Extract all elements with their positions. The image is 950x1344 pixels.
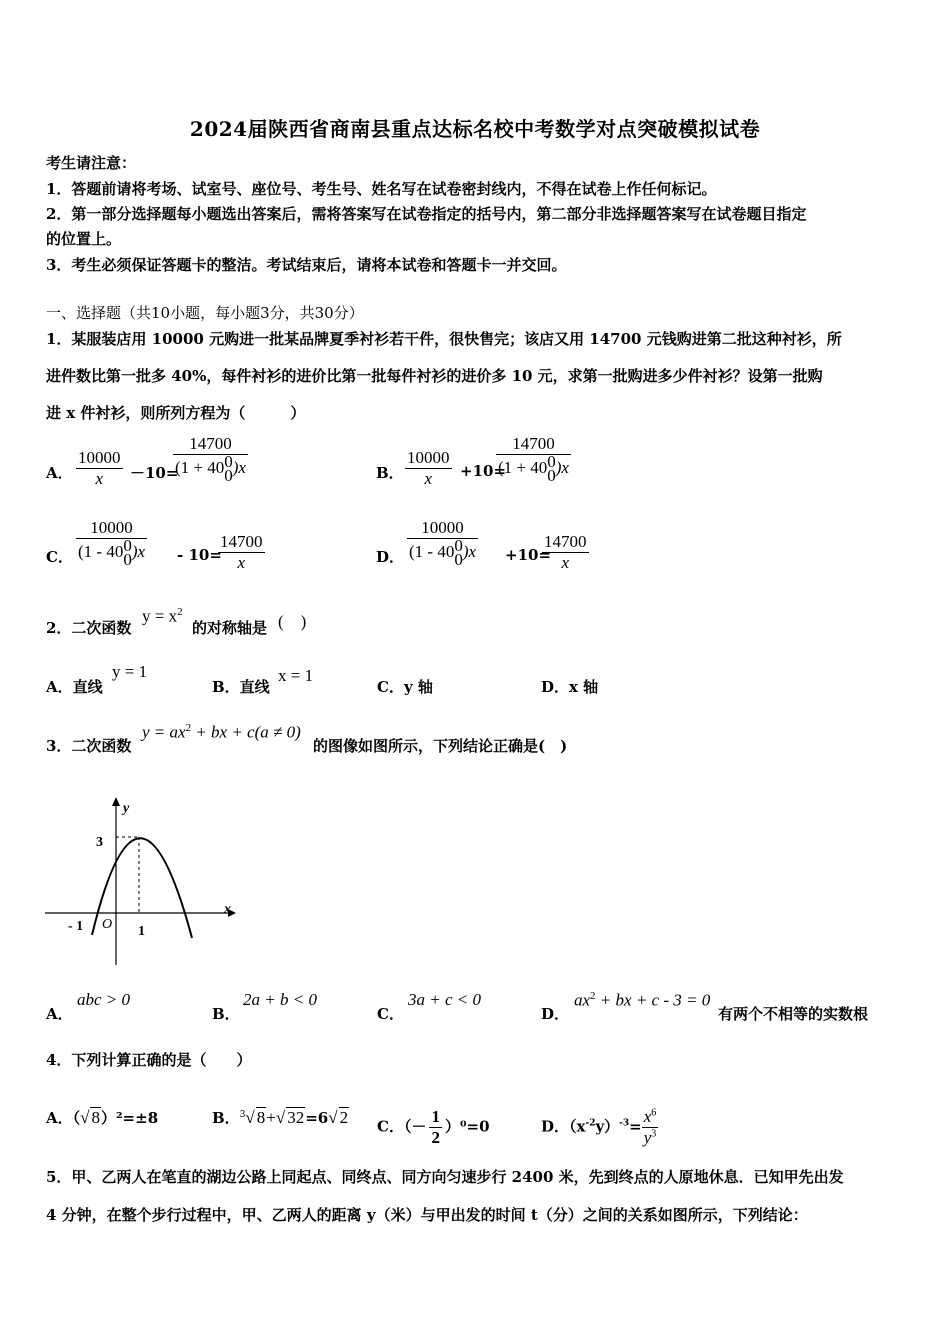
origin-label: O [102,917,113,932]
q2-paren: ( ) [278,612,307,631]
q1-option-b-label: B． [376,464,404,482]
q1-option-b-lhs: $\frac{10000}{x}$ [407,448,450,488]
section-choice-header: 一、选择题（共10小题，每小题3分，共30分） [46,304,364,322]
q3-option-b-expr: 2a + b < 0 [243,990,317,1009]
q1-option-d-label: D． [376,548,405,566]
y-axis-arrow [112,797,120,806]
q3-option-d-suffix: 有两个不相等的实数根 [718,1005,869,1023]
q3-prefix: 3．二次函数 [46,737,132,755]
q2-option-c: C．y 轴 [377,678,433,696]
q1-option-c-op: - 10= [177,546,222,564]
q1-stem-line3: 进 x 件衬衫，则所列方程为（ ） [46,404,306,422]
q3-option-d-label: D． [541,1005,570,1023]
q3-option-c-expr: 3a + c < 0 [408,990,481,1009]
q4-stem: 4．下列计算正确的是（ ） [46,1051,252,1069]
q3-option-c-label: C． [377,1005,404,1023]
page-title: 2024届陕西省商南县重点达标名校中考数学对点突破模拟试卷 [189,117,761,141]
tick-label-3: 3 [96,835,103,850]
tick-label-1: 1 [138,924,145,939]
q1-option-c-rhs: $\frac{14700}{x}$ [220,532,263,572]
q1-option-d-lhs: 10000 (1 - 40 0 0 )x [409,518,477,569]
q2-option-b-expr: x = 1 [278,666,314,685]
q1-stem-line1: 1．某服装店用 10000 元购进一批某品牌夏季衬衫若干件，很快售完；该店又用 14700 元钱购进第二批这种衬衫，所 [46,330,842,348]
q3-option-b-label: B． [212,1005,240,1023]
q2-option-d: D．x 轴 [541,678,599,696]
q1-option-a-op: －10= [130,464,179,482]
notice-item-3: 3．考生必须保证答题卡的整洁。考试结束后，请将本试卷和答题卡一并交回。 [46,256,567,274]
tick-label-neg1: - 1 [68,919,84,934]
q1-option-a-rhs: 14700 (1 + 40 0 0 )x [175,434,246,485]
q3-option-d-expr: $ax^2$ + bx + c - 3 = 0 [574,990,711,1010]
q4-option-c: C．（－ $\frac{1}{2}$ ）⁰=0 [377,1107,490,1147]
q3-expr: $y = ax^2$ + bx + c(a ≠ 0) [142,722,301,742]
q4-option-b: B．$^3$√ 8+√ 32=6√ 2 [212,1108,349,1127]
q4-option-d: D．$(x^{-2}y)^{-3}=$ $\frac{x^6}{y^3}$ [541,1107,657,1147]
q1-option-b-op: +10= [460,462,507,480]
q3-parabola-graph [40,790,240,970]
notice-header: 考生请注意： [46,154,137,172]
notice-item-2: 2．第一部分选择题每小题选出答案后，需将答案写在试卷指定的括号内，第二部分非选择题答案写在试卷题目指定 [46,205,807,223]
q1-option-d-rhs: $\frac{14700}{x}$ [544,532,587,572]
x-axis-label: x [224,902,231,917]
q5-stem-line1: 5．甲、乙两人在笔直的湖边公路上同起点、同终点、同方向匀速步行 2400 米，先到终点的人原地休息．已知甲先出发 [46,1168,844,1186]
q1-option-b-rhs: 14700 (1 + 40 0 0 )x [498,434,569,485]
q1-option-c-lhs: 10000 (1 - 40 0 0 )x [78,518,146,569]
q1-option-a-lhs: $\frac{10000}{x}$ [78,448,121,488]
q2-prefix: 2．二次函数 [46,619,132,637]
q3-option-a-label: A． [46,1005,73,1023]
q3-suffix: 的图像如图所示，下列结论正确是( ) [313,737,568,755]
q1-option-d-op: +10= [505,546,552,564]
q1-stem-line2: 进件数比第一批多 40%，每件衬衫的进价比第一批每件衬衫的进价多 10 元，求第一批购进多少件衬衫？设第一批购 [46,367,823,385]
q2-option-a-expr: y = 1 [112,662,148,681]
notice-item-2-cont: 的位置上。 [46,230,122,248]
q1-option-a-label: A． [46,464,73,482]
q2-option-a-label: A．直线 [46,678,103,696]
q4-option-a: A．（√ 8）²=±8 [46,1108,159,1127]
y-axis-label: y [123,801,130,816]
notice-item-1: 1．答题前请将考场、试室号、座位号、考生号、姓名写在试卷密封线内，不得在试卷上作任何标记。 [46,180,717,198]
q1-option-c-label: C． [46,548,73,566]
q2-expr: $y = x^2$ [142,606,183,626]
q3-option-a-expr: abc > 0 [77,990,131,1009]
q2-suffix: 的对称轴是 [192,619,268,637]
q2-option-b-label: B．直线 [212,678,270,696]
q5-stem-line2: 4 分钟，在整个步行过程中，甲、乙两人的距离 y（米）与甲出发的时间 t（分）之间的关系如图所示，下列结论： [46,1206,808,1224]
